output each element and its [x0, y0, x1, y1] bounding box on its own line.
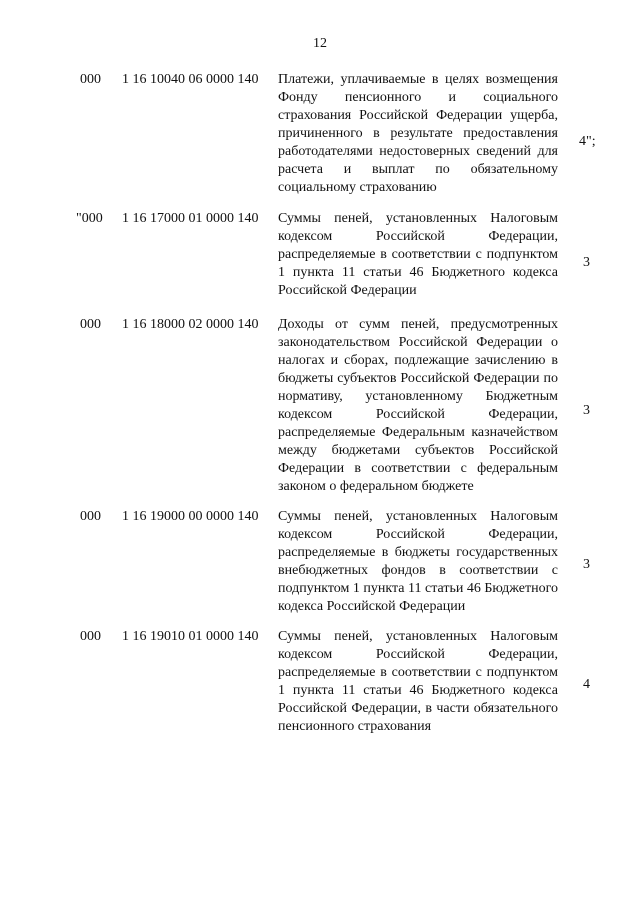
row-prefix: 000 — [80, 317, 101, 332]
row-value: 3 — [583, 557, 590, 572]
budget-code: 1 16 17000 01 0000 140 — [122, 211, 259, 226]
row-value: 3 — [583, 403, 590, 418]
row-value: 4 — [583, 677, 590, 692]
row-description: Доходы от сумм пеней, предусмотренных законодательством Российской Федерации о налогах и сборах, подлежащие зачислению в бюджеты субъектов Российской Федерации по нормативу, установленному Бюджетным кодексом Российской Федерации, распределяемые Федеральным казначейством между бюджетами субъектов Российской Федерации в соответствии с федеральным законом о федеральном бюджете — [278, 317, 558, 494]
row-description: Платежи, уплачиваемые в целях возмещения Фонду пенсионного и социального страхования Российской Федерации ущерба, причиненного в результате предоставления работодателями недостоверных сведений для расчета и выплат по обязательному социальному страхованию — [278, 72, 558, 195]
budget-code: 1 16 10040 06 0000 140 — [122, 72, 259, 87]
row-prefix: "000 — [76, 211, 103, 226]
budget-code: 1 16 18000 02 0000 140 — [122, 317, 259, 332]
page-number: 12 — [313, 36, 327, 51]
row-prefix: 000 — [80, 629, 101, 644]
row-description: Суммы пеней, установленных Налоговым кодексом Российской Федерации, распределяемые в соответствии с подпунктом 1 пункта 11 статьи 46 Бюджетного кодекса Российской Федерации — [278, 211, 558, 298]
row-prefix: 000 — [80, 72, 101, 87]
budget-code: 1 16 19000 00 0000 140 — [122, 509, 259, 524]
row-description: Суммы пеней, установленных Налоговым кодексом Российской Федерации, распределяемые в соответствии с подпунктом 1 пункта 11 статьи 46 Бюджетного кодекса Российской Федерации, в части обязательного пенсионного страхования — [278, 629, 558, 734]
row-value: 3 — [583, 255, 590, 270]
row-description: Суммы пеней, установленных Налоговым кодексом Российской Федерации, распределяемые в бюджеты государственных внебюджетных фондов в соответствии с подпунктом 1 пункта 11 статьи 46 Бюджетного кодекса Российской Федерации — [278, 509, 558, 614]
row-value: 4"; — [579, 134, 596, 149]
row-prefix: 000 — [80, 509, 101, 524]
budget-code: 1 16 19010 01 0000 140 — [122, 629, 259, 644]
